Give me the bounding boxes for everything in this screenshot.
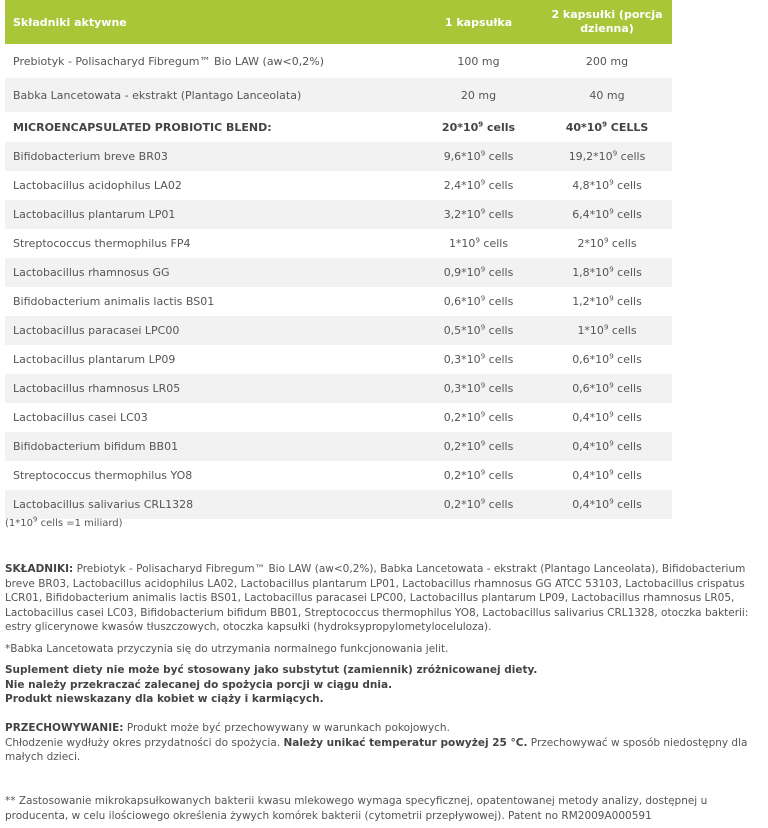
row-value-one-capsule: $0,2*10^9$ cells: [443, 497, 514, 511]
table-row: [5, 345, 672, 374]
warning-line: Suplement diety nie może być stosowany jako substytut (zamiennik) zróżnicowanej diety.: [5, 664, 538, 676]
row-value-one-capsule: $20*10^9$ cells: [441, 119, 516, 134]
table-row: [5, 44, 672, 78]
row-value-two-capsules: $1,8*10^9$ cells: [572, 265, 642, 279]
warning-line: Produkt niewskazany dla kobiet w ciąży i karmiących.: [5, 693, 324, 705]
table-header: [5, 0, 672, 44]
header-ingredients: Składniki aktywne: [13, 15, 127, 29]
row-value-two-capsules: $40*10^9$ CELLS: [565, 119, 649, 134]
table-row: [5, 171, 672, 200]
table-row: [5, 142, 672, 171]
row-value-one-capsule: $2,4*10^9$ cells: [443, 178, 514, 192]
row-value-two-capsules: $1,2*10^9$ cells: [572, 294, 642, 308]
table-row: [5, 258, 672, 287]
ingredients-table: [5, 0, 672, 519]
table-body: [5, 44, 672, 519]
row-value-two-capsules: $0,4*10^9$ cells: [572, 439, 642, 453]
row-value-one-capsule: $0,2*10^9$ cells: [443, 439, 514, 453]
row-value-two-capsules: $0,6*10^9$ cells: [572, 352, 642, 366]
table-row: [5, 287, 672, 316]
ingredients-paragraph: [5, 562, 765, 635]
row-value-two-capsules: $0,6*10^9$ cells: [572, 381, 642, 395]
row-ingredient-name: Lactobacillus acidophilus LA02: [13, 179, 182, 192]
table-row: [5, 200, 672, 229]
row-ingredient-name: Lactobacillus plantarum LP09: [13, 353, 176, 366]
row-ingredient-name: Lactobacillus rhamnosus GG: [13, 266, 170, 279]
row-value-two-capsules: $19,2*10^9$ cells: [568, 149, 646, 163]
row-value-two-capsules: $0,4*10^9$ cells: [572, 497, 642, 511]
cells-footnote: ($1*10^9$ cells =1 miliard): [5, 515, 123, 529]
row-ingredient-name: Lactobacillus plantarum LP01: [13, 208, 176, 221]
row-ingredient-name: Bifidobacterium bifidum BB01: [13, 440, 179, 453]
table-row: [5, 316, 672, 345]
row-ingredient-name: Babka Lancetowata - ekstrakt (Plantago Lanceolata): [13, 88, 302, 102]
row-value-two-capsules: $1*10^9$ cells: [577, 323, 637, 337]
row-ingredient-name: MICROENCAPSULATED PROBIOTIC BLEND:: [13, 120, 272, 134]
table-row: [5, 78, 672, 112]
header-one-capsule: 1 kapsułka: [444, 15, 513, 29]
warnings: [5, 663, 765, 707]
ingredients-label: SKŁADNIKI:: [5, 563, 74, 575]
row-ingredient-name: Streptococcus thermophilus FP4: [13, 237, 191, 250]
row-ingredient-name: Bifidobacterium breve BR03: [13, 150, 168, 163]
row-value-one-capsule: $0,9*10^9$ cells: [443, 265, 514, 279]
table-row: [5, 112, 672, 142]
table-row: [5, 374, 672, 403]
row-value-one-capsule: 20 mg: [460, 88, 497, 102]
row-value-one-capsule: $9,6*10^9$ cells: [443, 149, 514, 163]
row-value-two-capsules: $0,4*10^9$ cells: [572, 410, 642, 424]
row-ingredient-name: Lactobacillus casei LC03: [13, 411, 148, 424]
row-ingredient-name: Streptococcus thermophilus YO8: [13, 469, 193, 482]
row-value-one-capsule: $0,2*10^9$ cells: [443, 468, 514, 482]
table-row: [5, 403, 672, 432]
row-value-one-capsule: $1*10^9$ cells: [448, 236, 509, 250]
row-value-two-capsules: $6,4*10^9$ cells: [572, 207, 642, 221]
row-value-one-capsule: 100 mg: [457, 54, 500, 68]
row-value-one-capsule: $3,2*10^9$ cells: [443, 207, 514, 221]
row-ingredient-name: Lactobacillus paracasei LPC00: [13, 324, 180, 337]
storage-label: PRZECHOWYWANIE:: [5, 722, 124, 734]
ingredients-text: Prebiotyk - Polisacharyd Fibregum™ Bio LAW (aw<0,2%), Babka Lancetowata - ekstrakt (Plantago Lanceolata), Bifidobacterium breve BR03, Lactobacillus acidophilus LA02, Lactobacillus plantarum LP01, Lactobacillus rhamnosus GG ATCC 53103, Lactobacillus crispatus LCR01, Bifidobacterium animalis lactis BS01, Lactobacillus paracasei LPC00, Lactobacillus plantarum LP09, Lactobacillus rhamnosus LR05, Lactobacillus casei LC03, Bifidobacterium bifidum BB01, Streptococcus thermophilus YO8, Lactobacillus salivarius CRL1328, otoczka bakterii: estry glicerynowe kwasów tłuszczowych, otoczka kapsułki (hydroksypropylometyloceluloza).: [5, 563, 749, 633]
row-value-one-capsule: $0,5*10^9$ cells: [443, 323, 514, 337]
babka-note: *Babka Lancetowata przyczynia się do utrzymania normalnego funkcjonowania jelit.: [5, 643, 449, 655]
warning-line: Nie należy przekraczać zalecanej do spożycia porcji w ciągu dnia.: [5, 678, 393, 691]
row-ingredient-name: Lactobacillus rhamnosus LR05: [13, 382, 181, 395]
row-ingredient-name: Lactobacillus salivarius CRL1328: [13, 498, 194, 511]
row-value-two-capsules: 200 mg: [585, 54, 629, 68]
row-value-one-capsule: $0,2*10^9$ cells: [443, 410, 514, 424]
row-value-two-capsules: $4,8*10^9$ cells: [572, 178, 642, 192]
patent-note: ** Zastosowanie mikrokapsułkowanych bakterii kwasu mlekowego wymaga specyficznej, opatentowanej metody analizy, dostępnej u producenta, w celu ilościowego określenia żywych komórek bakterii (cytometrii przepływowej). Patent no RM2009A000591: [5, 795, 708, 822]
table-row: [5, 229, 672, 258]
row-value-two-capsules: $0,4*10^9$ cells: [572, 468, 642, 482]
table-row: [5, 490, 672, 519]
storage-paragraph: PRZECHOWYWANIE: Produkt może być przechowywany w warunkach pokojowych. Chłodzenie wydłuży okres przydatności do spożycia. Należy unikać temperatur powyżej 25 °C. Przechowywać w sposób niedostępny dla małych dzieci.: [5, 722, 748, 763]
row-value-two-capsules: $2*10^9$ cells: [577, 236, 637, 250]
row-value-two-capsules: 40 mg: [589, 88, 625, 102]
row-value-one-capsule: $0,3*10^9$ cells: [443, 381, 514, 395]
row-value-one-capsule: $0,6*10^9$ cells: [443, 294, 514, 308]
table-row: [5, 432, 672, 461]
row-value-one-capsule: $0,3*10^9$ cells: [443, 352, 514, 366]
header-two-capsules: 2 kapsułki (porcja dzienna): [551, 8, 663, 35]
row-ingredient-name: Prebiotyk - Polisacharyd Fibregum™ Bio LAW (aw<0,2%): [13, 54, 325, 68]
row-ingredient-name: Bifidobacterium animalis lactis BS01: [13, 295, 215, 308]
table-row: [5, 461, 672, 490]
